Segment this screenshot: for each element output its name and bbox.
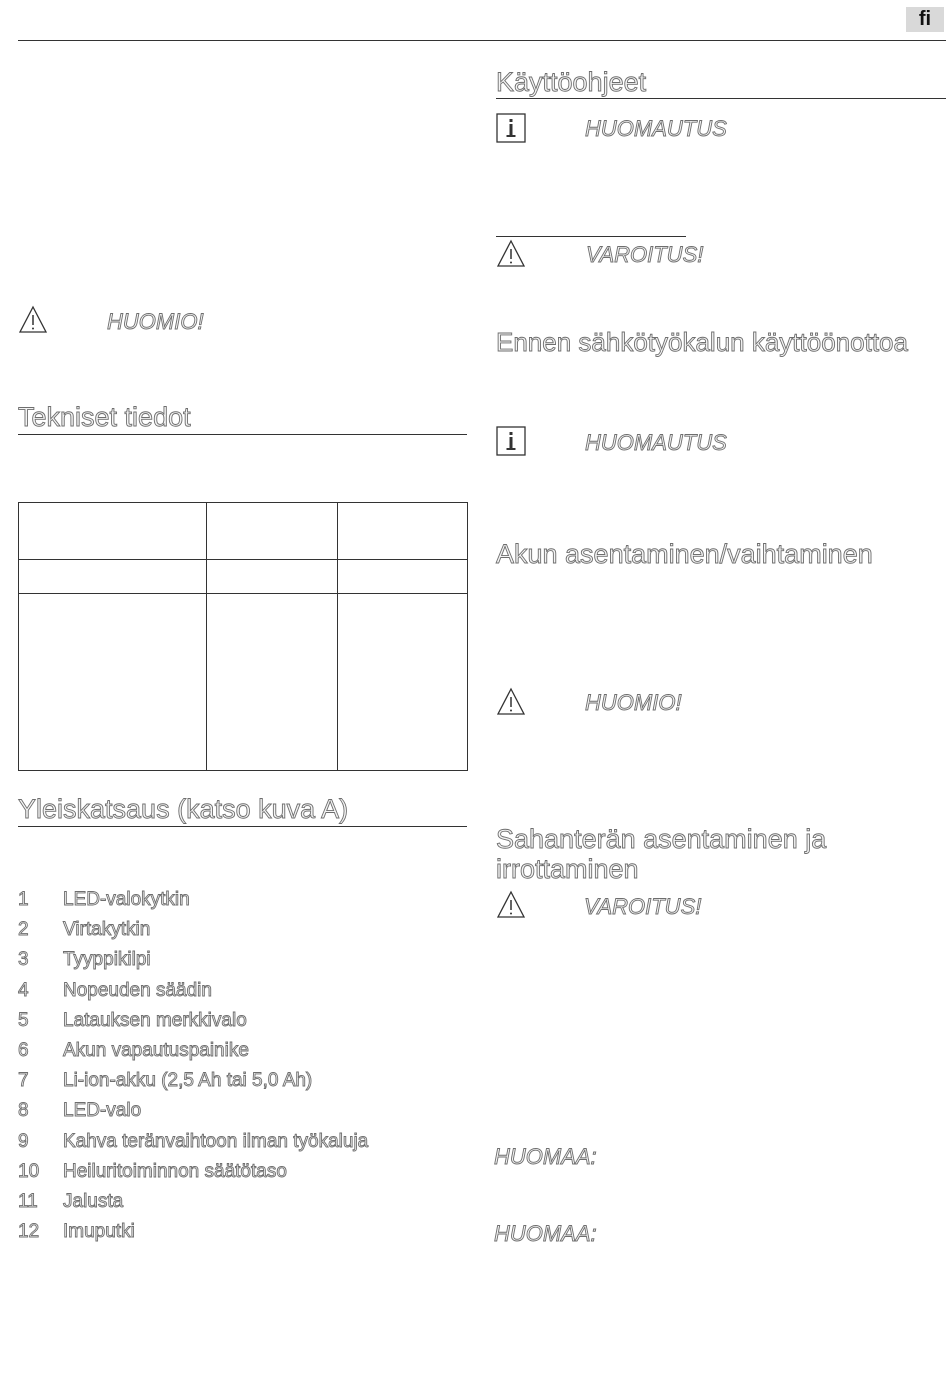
tech-data-heading: Tekniset tiedot — [18, 402, 191, 432]
overview-list — [18, 889, 368, 1251]
table-cell — [338, 503, 468, 560]
table-cell — [207, 503, 338, 560]
list-item: 1 LED-valokytkin — [18, 889, 190, 910]
table-row — [19, 594, 468, 771]
warning-label: VAROITUS! — [586, 242, 704, 267]
language-badge: fi — [906, 7, 944, 32]
notice-label: HUOMAUTUS — [585, 116, 727, 141]
warning-triangle-icon — [496, 890, 526, 920]
info-icon — [496, 426, 526, 456]
usage-heading: Käyttöohjeet — [496, 67, 647, 97]
list-item: 10 Heiluritoiminnon säätötaso — [18, 1160, 287, 1182]
before-use-heading: Ennen sähkötyökalun käyttöönottoa — [496, 327, 908, 357]
spec-table — [18, 502, 468, 771]
table-row — [19, 503, 468, 560]
list-item: 4 Nopeuden säädin — [18, 979, 212, 1001]
table-cell — [338, 594, 468, 771]
usage-heading-rule — [496, 98, 946, 99]
remark-label: HUOMAA: — [494, 1221, 597, 1246]
table-cell — [19, 594, 207, 771]
tech-heading-rule — [18, 434, 467, 435]
header-rule — [18, 40, 946, 41]
blade-heading-line1: Sahanterän asentaminen ja — [496, 824, 827, 854]
list-item: 8 LED-valo — [18, 1100, 142, 1122]
warning-triangle-icon — [18, 305, 48, 335]
battery-heading: Akun asentaminen/vaihtaminen — [496, 539, 873, 569]
overview-heading-rule — [18, 826, 467, 827]
table-cell — [19, 560, 207, 594]
table-row — [19, 560, 468, 594]
info-icon — [496, 113, 526, 143]
overview-heading: Yleiskatsaus (katso kuva A) — [18, 794, 349, 824]
list-item: 7 Li-ion-akku (2,5 Ah tai 5,0 Ah) — [18, 1070, 313, 1092]
list-item: 6 Akun vapautuspainike — [18, 1039, 249, 1061]
list-item: 9 Kahva teränvaihtoon ilman työkaluja — [18, 1130, 369, 1152]
list-item: 11 Jalusta — [18, 1190, 124, 1212]
list-item: 2 Virtakytkin — [18, 919, 151, 941]
table-cell — [207, 594, 338, 771]
caution-label: HUOMIO! — [585, 690, 682, 715]
table-cell — [19, 503, 207, 560]
list-item: 12 Imuputki — [18, 1221, 135, 1243]
table-cell — [207, 560, 338, 594]
separator-rule — [496, 236, 686, 237]
list-item: 3 Tyyppikilpi — [18, 949, 151, 971]
warning-triangle-icon — [496, 239, 526, 269]
blade-heading-line2: irrottaminen — [496, 854, 639, 884]
warning-triangle-icon — [496, 687, 526, 717]
remark-label: HUOMAA: — [494, 1144, 597, 1169]
caution-label: HUOMIO! — [107, 309, 204, 334]
notice-label: HUOMAUTUS — [585, 430, 727, 455]
list-item: 5 Latauksen merkkivalo — [18, 1009, 247, 1031]
warning-label: VAROITUS! — [584, 894, 702, 919]
table-cell — [338, 560, 468, 594]
